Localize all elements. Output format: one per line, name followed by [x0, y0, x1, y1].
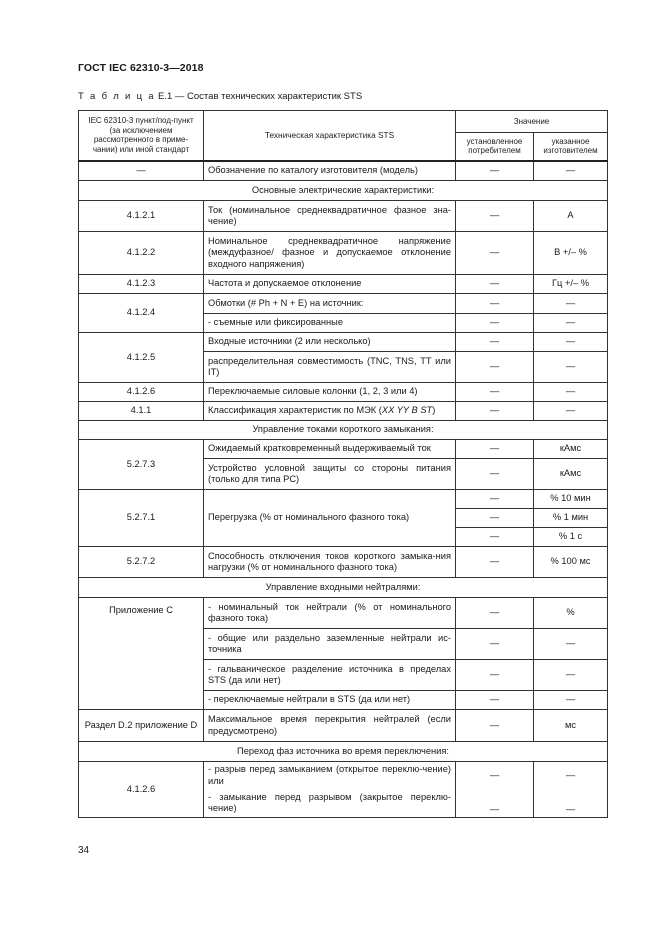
- section-row: [79, 742, 608, 762]
- tech-cell: Частота и допускаемое отклонение: [204, 275, 456, 294]
- header-user: установленное потребителем: [456, 133, 534, 161]
- manufacturer-value-cell: —: [534, 314, 608, 333]
- tech-cell: Ток (номинальное среднеквадратичное фазное зна-чение): [204, 201, 456, 232]
- ref-cell: —: [79, 161, 204, 181]
- manufacturer-value-cell: —: [534, 660, 608, 691]
- tech-cell: Переключаемые силовые колонки (1, 2, 3 или 4): [204, 383, 456, 402]
- tech-cell: Номинальное среднеквадратичное напряжение (междуфазное/ фазное и допускаемое отклонение входного напряжения): [204, 232, 456, 275]
- tech-cell: - съемные или фиксированные: [204, 314, 456, 333]
- tech-cell: - номинальный ток нейтрали (% от номинального фазного тока): [204, 598, 456, 629]
- page-number: 34: [78, 845, 90, 856]
- user-value-cell: —: [456, 660, 534, 691]
- user-value-cell: —: [456, 598, 534, 629]
- user-value-cell: —: [456, 333, 534, 352]
- table-row: [79, 402, 608, 421]
- section-row: [79, 181, 608, 201]
- table-row: [79, 598, 608, 629]
- manufacturer-value-cell: —: [534, 762, 608, 790]
- user-value-cell: —: [456, 440, 534, 459]
- tech-cell: - разрыв перед замыканием (открытое переклю-чение) или: [204, 762, 456, 790]
- caption-title: — Состав технических характеристик STS: [174, 91, 363, 102]
- tech-classification: XX YY B ST: [381, 405, 433, 416]
- header-row: [79, 111, 608, 133]
- manufacturer-value-cell: —: [534, 333, 608, 352]
- user-value-cell: —: [456, 275, 534, 294]
- manufacturer-value-cell: —: [534, 691, 608, 710]
- standard-code: ГОСТ IEC 62310-3—2018: [78, 62, 204, 74]
- user-value-cell: —: [456, 161, 534, 181]
- user-value-cell: —: [456, 201, 534, 232]
- table-row: [79, 294, 608, 314]
- manufacturer-value-cell: В +/– %: [534, 232, 608, 275]
- caption-label: Т а б л и ц а: [78, 91, 156, 102]
- ref-cell: 4.1.2.5: [79, 333, 204, 383]
- tech-cell: Обмотки (# Ph + N + E) на источник:: [204, 294, 456, 314]
- table-row: [79, 710, 608, 742]
- table-row: [79, 275, 608, 294]
- ref-cell: Раздел D.2 приложение D: [79, 710, 204, 742]
- tech-cell: - замыкание перед разрывом (закрытое переклю-чение): [204, 790, 456, 818]
- ref-cell: 5.2.7.3: [79, 440, 204, 490]
- tech-cell: - гальваническое разделение источника в пределах STS (да или нет): [204, 660, 456, 691]
- tech-cell: [204, 402, 456, 421]
- manufacturer-value-cell: —: [534, 629, 608, 660]
- tech-cell: Перегрузка (% от номинального фазного тока): [204, 490, 456, 547]
- manufacturer-value-cell: % 10 мин: [534, 490, 608, 509]
- user-value-cell: —: [456, 710, 534, 742]
- section-title: Переход фаз источника во время переключения:: [79, 742, 608, 762]
- manufacturer-value-cell: кАмс: [534, 459, 608, 490]
- table-row: [79, 232, 608, 275]
- manufacturer-value-cell: —: [534, 790, 608, 818]
- user-value-cell: —: [456, 509, 534, 528]
- manufacturer-value-cell: % 1 с: [534, 528, 608, 547]
- tech-cell: - общие или раздельно заземленные нейтрали ис-точника: [204, 629, 456, 660]
- tech-cell: Входные источники (2 или несколько): [204, 333, 456, 352]
- user-value-cell: —: [456, 383, 534, 402]
- user-value-cell: —: [456, 294, 534, 314]
- ref-cell: 4.1.2.6: [79, 383, 204, 402]
- tech-cell: распределительная совместимость (TNC, TNS, TT или IT): [204, 352, 456, 383]
- user-value-cell: —: [456, 691, 534, 710]
- manufacturer-value-cell: % 100 мс: [534, 547, 608, 578]
- ref-cell: 5.2.7.2: [79, 547, 204, 578]
- ref-cell: 4.1.1: [79, 402, 204, 421]
- manufacturer-value-cell: кАмс: [534, 440, 608, 459]
- manufacturer-value-cell: %: [534, 598, 608, 629]
- tech-cell: Способность отключения токов короткого замыка-ния нагрузки (% от номинального фазного тока): [204, 547, 456, 578]
- manufacturer-value-cell: —: [534, 352, 608, 383]
- caption-number: Е.1: [157, 91, 173, 102]
- tech-text: Классификация характеристик по МЭК (: [208, 405, 382, 416]
- tech-cell: Устройство условной защиты со стороны питания (только для типа PC): [204, 459, 456, 490]
- manufacturer-value-cell: —: [534, 402, 608, 421]
- ref-cell: 4.1.2.1: [79, 201, 204, 232]
- table-row: [79, 547, 608, 578]
- section-row: [79, 421, 608, 440]
- header-tech: Техническая характеристика STS: [204, 111, 456, 161]
- manufacturer-value-cell: —: [534, 383, 608, 402]
- user-value-cell: —: [456, 402, 534, 421]
- manufacturer-value-cell: % 1 мин: [534, 509, 608, 528]
- section-title: Основные электрические характеристики:: [79, 181, 608, 201]
- user-value-cell: —: [456, 528, 534, 547]
- tech-text: ): [432, 405, 436, 416]
- header-value: Значение: [456, 111, 608, 133]
- user-value-cell: —: [456, 790, 534, 818]
- header-ref: IEC 62310-3 пункт/под-пункт (за исключением рассмотренного в приме-чании) или иной стандарт: [79, 111, 204, 161]
- ref-cell: 4.1.2.3: [79, 275, 204, 294]
- manufacturer-value-cell: мс: [534, 710, 608, 742]
- table-row: [79, 383, 608, 402]
- user-value-cell: —: [456, 762, 534, 790]
- table-row: [79, 161, 608, 181]
- section-title: Управление входными нейтралями:: [79, 578, 608, 598]
- table-row: [79, 201, 608, 232]
- section-title: Управление токами короткого замыкания:: [79, 421, 608, 440]
- table-row: [79, 333, 608, 352]
- manufacturer-value-cell: —: [534, 294, 608, 314]
- ref-cell: 4.1.2.6: [79, 762, 204, 818]
- user-value-cell: —: [456, 547, 534, 578]
- tech-cell: Ожидаемый кратковременный выдерживаемый ток: [204, 440, 456, 459]
- user-value-cell: —: [456, 490, 534, 509]
- manufacturer-value-cell: А: [534, 201, 608, 232]
- tech-cell: Обозначение по каталогу изготовителя (модель): [204, 161, 456, 181]
- characteristics-table: [78, 110, 608, 818]
- ref-cell: 4.1.2.2: [79, 232, 204, 275]
- table-row: [79, 762, 608, 790]
- user-value-cell: —: [456, 459, 534, 490]
- table-row: [79, 440, 608, 459]
- table-caption: [78, 91, 362, 102]
- ref-cell: Приложение С: [79, 598, 204, 710]
- ref-cell: 5.2.7.1: [79, 490, 204, 547]
- section-row: [79, 578, 608, 598]
- user-value-cell: —: [456, 232, 534, 275]
- manufacturer-value-cell: —: [534, 161, 608, 181]
- user-value-cell: —: [456, 352, 534, 383]
- ref-cell: 4.1.2.4: [79, 294, 204, 333]
- user-value-cell: —: [456, 314, 534, 333]
- user-value-cell: —: [456, 629, 534, 660]
- tech-cell: - переключаемые нейтрали в STS (да или нет): [204, 691, 456, 710]
- manufacturer-value-cell: Гц +/– %: [534, 275, 608, 294]
- header-manufacturer: указанное изготовителем: [534, 133, 608, 161]
- tech-cell: Максимальное время перекрытия нейтралей (если предусмотрено): [204, 710, 456, 742]
- table-row: [79, 490, 608, 509]
